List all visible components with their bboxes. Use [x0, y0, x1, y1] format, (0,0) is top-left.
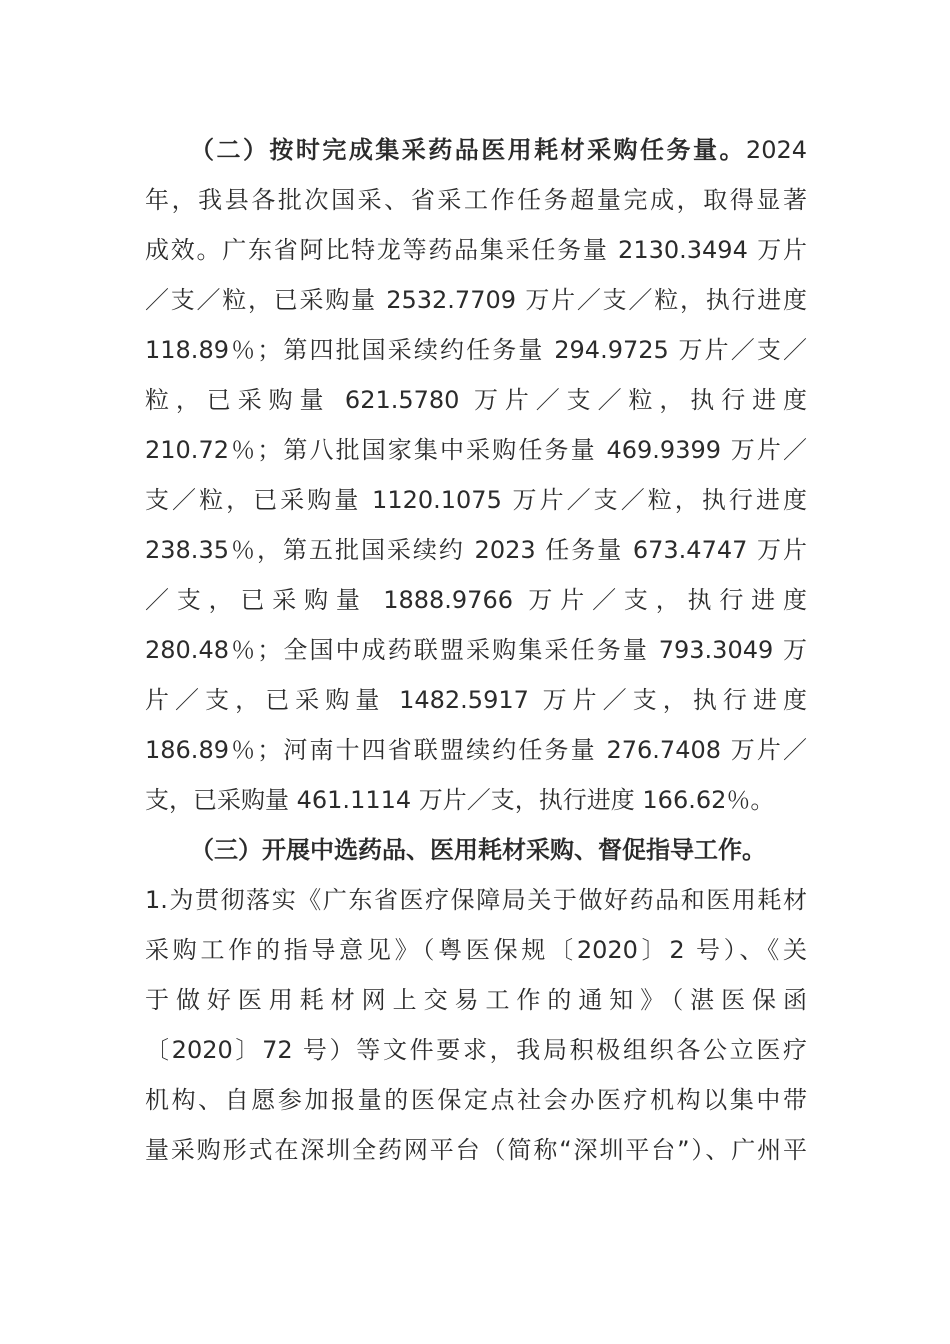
section2-line-7: 支／粒，已采购量 1120.1075 万片／支／粒，执行进度: [145, 486, 807, 514]
section2-line-13: 支，已采购量 461.1114 万片／支，执行进度 166.62％。: [145, 786, 775, 814]
section2-line-5: 粒，已采购量 621.5780 万片／支／粒，执行进度: [145, 386, 807, 414]
section3-line-4: 机构、自愿参加报量的医保定点社会办医疗机构以集中带: [145, 1086, 807, 1114]
section2-line-11: 片／支，已采购量 1482.5917 万片／支，执行进度: [145, 686, 807, 714]
section2-heading: （二）按时完成集采药品医用耗材采购任务量。: [190, 136, 746, 164]
section2-line-10: 280.48％；全国中成药联盟采购集采任务量 793.3049 万: [145, 636, 807, 664]
section2-line-3: ／支／粒，已采购量 2532.7709 万片／支／粒，执行进度: [145, 286, 807, 314]
section2-line-4: 118.89％；第四批国采续约任务量 294.9725 万片／支／: [145, 336, 807, 364]
section3-heading-line: [190, 830, 807, 870]
section2-line-1: 年，我县各批次国采、省采工作任务超量完成，取得显著: [145, 186, 807, 214]
section2-line-9: ／支，已采购量 1888.9766 万片／支，执行进度: [145, 586, 807, 614]
section2-line-12: 186.89％；河南十四省联盟续约任务量 276.7408 万片／: [145, 736, 807, 764]
section2-line-6: 210.72％；第八批国家集中采购任务量 469.9399 万片／: [145, 436, 807, 464]
section2-line-2: 成效。广东省阿比特龙等药品集采任务量 2130.3494 万片: [145, 236, 807, 264]
section2-first-line: [190, 130, 807, 170]
section3-line-1: 采购工作的指导意见》（粤医保规〔2020〕2 号）、《关: [145, 936, 807, 964]
section2-line-8: 238.35％，第五批国采续约 2023 任务量 673.4747 万片: [145, 536, 807, 564]
section3-heading: （三）开展中选药品、医用耗材采购、督促指导工作。: [190, 836, 766, 864]
section3-line-0: 1.为贯彻落实《广东省医疗保障局关于做好药品和医用耗材: [145, 886, 807, 914]
section3-line-3: 〔2020〕72 号）等文件要求，我局积极组织各公立医疗: [145, 1036, 807, 1064]
section2-line-0: 2024: [745, 136, 807, 164]
section3-line-2: 于做好医用耗材网上交易工作的通知》（湛医保函: [145, 986, 807, 1014]
section3-line-5: 量采购形式在深圳全药网平台（简称“深圳平台”）、广州平: [145, 1136, 807, 1164]
